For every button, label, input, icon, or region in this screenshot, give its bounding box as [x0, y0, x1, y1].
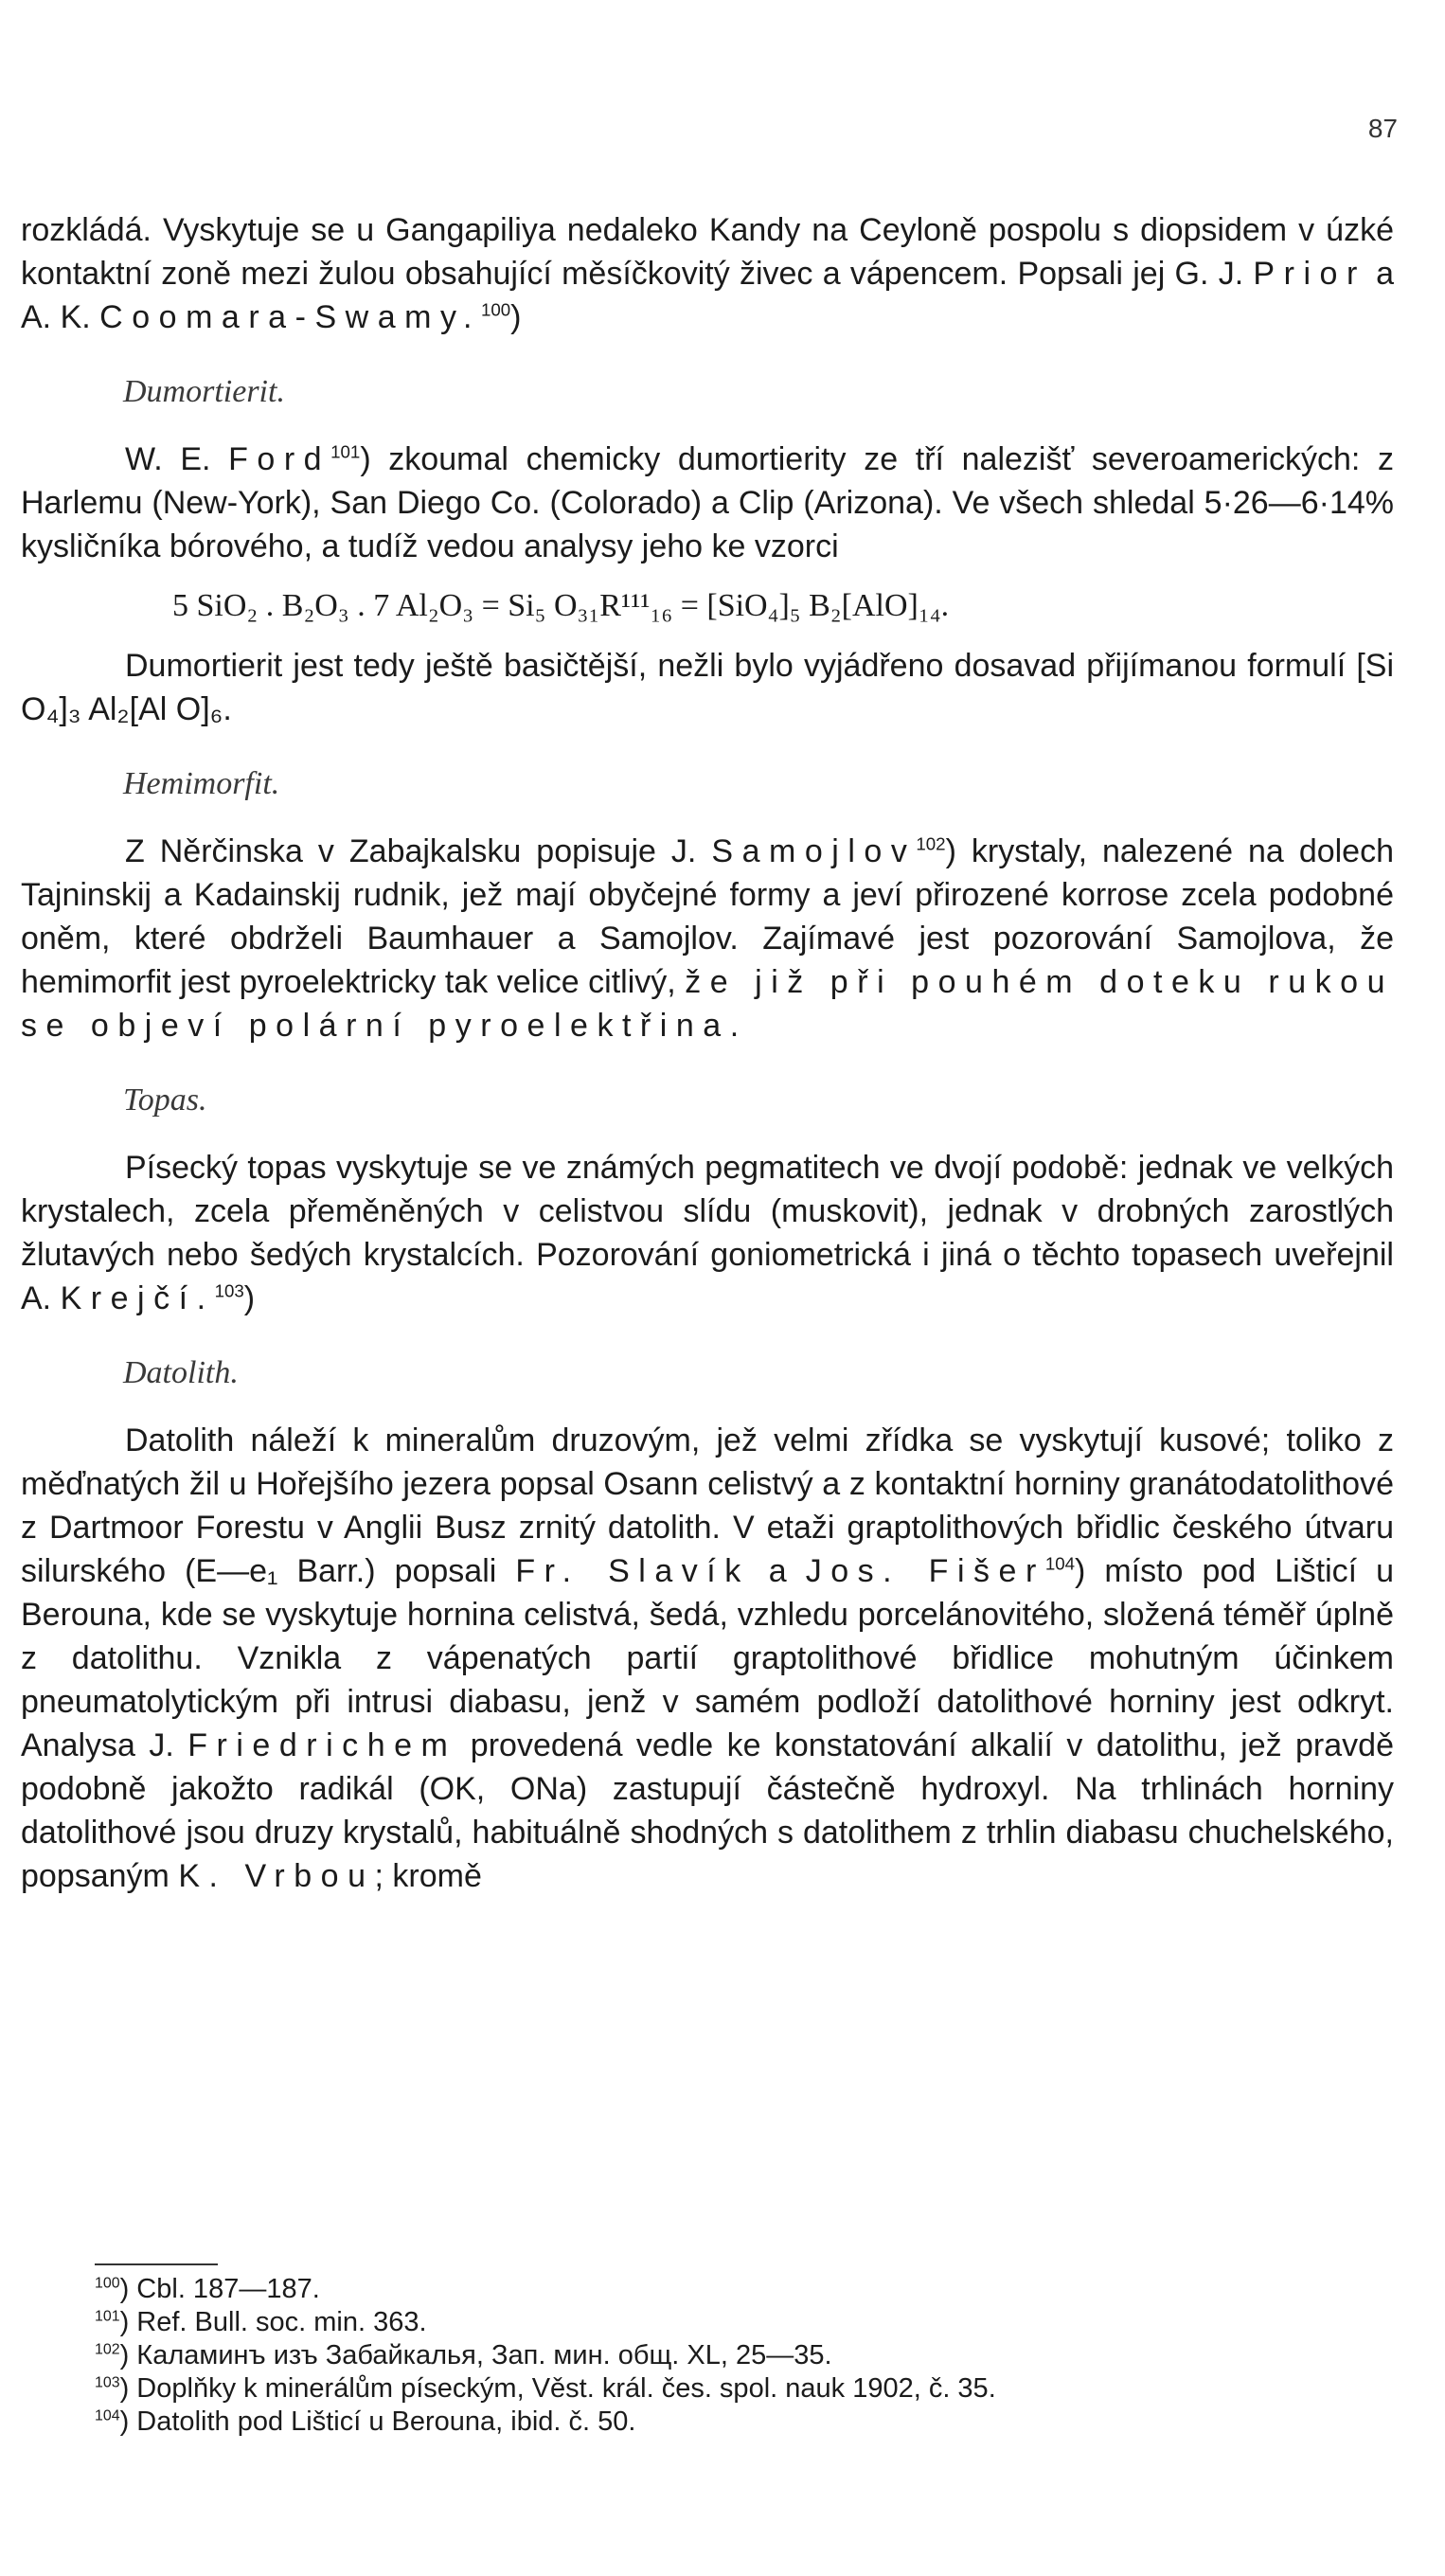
footnote-ref-102: 102 — [916, 833, 946, 854]
hemimorfit-emphasis: že již při pouhém doteku rukou se objeví polární pyroelektřina. — [21, 964, 1395, 1044]
intro-text: rozkládá. Vyskytuje se u Gangapiliya nedaleko Kandy na Ceyloně pospolu s diopsidem v úzké kontaktní zoně mezi žulou obsahující měsíčkovitý živec a vápencem. Popsali jej G. J. — [21, 212, 1394, 292]
dt-and: a — [749, 1553, 806, 1589]
footnote-text: ) Ref. Bull. soc. min. 363. — [119, 2307, 427, 2337]
page-number: 87 — [1367, 114, 1398, 143]
dt-a: Datolith náleží k mineralům druzovým, jež velmi zřídka se vyskytují kusové; toliko z měďnatých žil u Hořejšího jezera popsal Osann celistvý a z kontaktní horniny granátodatolithové z Dartmoor Forestu v Anglii Busz zrnitý datolith. V etaži graptolithových břidlic českého útvaru silurského (E—e₁ Barr.) popsali — [21, 1422, 1394, 1589]
paragraph-topas — [21, 1146, 1394, 1320]
footnote-item — [95, 2372, 1231, 2406]
dt-d: ; kromě — [374, 1858, 482, 1894]
section-title-datolith: Datolith. — [123, 1355, 239, 1390]
paragraph-dumortierit-2: Dumortierit jest tedy ještě basičtější, nežli bylo vyjádřeno dosavad přijímanou formulí [Si O₄]₃ Al₂[Al O]₆. — [21, 648, 1394, 727]
footnote-number: 101 — [95, 2308, 120, 2325]
author-ford: Ford — [228, 441, 331, 477]
footnote-item — [95, 2306, 1231, 2339]
t1-text: Písecký topas vyskytuje se ve známých pegmatitech ve dvojí podobě: jednak ve velkých krystalech, zcela přeměněných v celistvou slídu (muskovit), jednak v drobných zarostlých žlutavých nebo šedých krystalcích. Pozorování goniometrická i jiná o těchto topasech uveřejnil A. — [21, 1150, 1394, 1316]
section-title-topas: Topas. — [123, 1082, 207, 1118]
footnote-text: ) Doplňky k minerálům píseckým, Věst. král. čes. spol. nauk 1902, č. 35. — [119, 2373, 996, 2404]
intro-and: a A. K. — [21, 256, 1394, 335]
dt-b: ) místo pod Lišticí u Berouna, kde se vyskytuje hornina celistvá, šedá, vzhledu porcelánovitého, složená téměř úplně z datolithu. Vznikla z vápenatých partií graptolithové břidlice mohutným účinkem pneumatolytickým při intrusi diabasu, jenž v samém podloží datolithové horniny jest odkryt. Analysa J. — [21, 1553, 1394, 1763]
footnote-text: ) Cbl. 187—187. — [119, 2274, 320, 2304]
author-samojlov: Samojlov — [711, 833, 917, 869]
author-slavik: Fr. Slavík — [515, 1553, 750, 1589]
footnote-number: 102 — [95, 2341, 120, 2358]
d1-rest: ) zkoumal chemicky dumortierity ze tří nalezišť severoamerických: z Harlemu (New-York), San Diego Co. (Colorado) a Clip (Arizona). Ve všech shledal 5·26—6·14% kysličníka bórového, a tudíž vedou analysy jeho ke vzorci — [21, 441, 1394, 564]
footnote-ref-101: 101 — [330, 441, 361, 462]
footnote-separator — [95, 2263, 218, 2265]
main-text — [21, 208, 1394, 1898]
t1-end: ) — [243, 1280, 256, 1316]
footnote-ref-100: 100 — [480, 299, 511, 320]
footnote-item — [95, 2406, 1231, 2439]
author-prior: Prior — [1253, 256, 1366, 292]
author-coomara-swamy: Coomara-Swamy. — [99, 299, 481, 335]
paragraph-hemimorfit — [21, 830, 1394, 1047]
author-friedrich: Friedrichem — [187, 1727, 457, 1763]
intro-end: ) — [510, 299, 522, 335]
d1-start: W. E. — [125, 441, 229, 477]
dt-c: provedená vedle ke konstatování alkalií v datolithu, jež pravdě podobně jakožto radikál (OK, ONa) zastupují částečně hydroxyl. Na trhlinách horniny datolithové jsou druzy krystalů, habituálně shodných s datolithem z trhlin diabasu chuchelského, popsaným — [21, 1727, 1394, 1894]
h1-start: Z Něrčinska v Zabajkalsku popisuje J. — [125, 833, 712, 869]
footnote-ref-104: 104 — [1044, 1553, 1075, 1574]
author-fiser: Jos. Fišer — [805, 1553, 1045, 1589]
h1-mid: ) krystaly, nalezené na dolech Tajninskij a Kadainskij rudnik, jež mají obyčejné formy a jeví přirozené korrose zcela podobné oněm, které obdrželi Baumhauer a Samojlov. Zajímavé jest pozorování Samojlova, že hemimorfit jest pyroelektricky tak velice citlivý, — [21, 833, 1395, 1000]
paragraph-datolith — [21, 1419, 1394, 1898]
paragraph-intro — [21, 208, 1394, 339]
footnotes — [95, 2273, 1231, 2439]
formula: 5 SiO₂ . B₂O₃ . 7 Al₂O₃ = Si₅ O₃₁R¹¹¹₁₆ = [SiO₄]₅ B₂[AlO]₁₄. — [172, 588, 950, 623]
footnote-number: 100 — [95, 2275, 120, 2292]
footnote-text: ) Datolith pod Lišticí u Berouna, ibid. č. 50. — [119, 2406, 636, 2437]
footnote-number: 103 — [95, 2374, 120, 2391]
footnote-text: ) Каламинъ изъ Забайкалья, Зап. мин. общ. XL, 25—35. — [119, 2340, 832, 2370]
section-title-dumortierit: Dumortierit. — [123, 374, 285, 409]
paragraph-dumortierit-1 — [21, 438, 1394, 568]
author-krejci: Krejčí. — [60, 1280, 215, 1316]
footnote-ref-103: 103 — [214, 1280, 244, 1301]
section-title-hemimorfit: Hemimorfit. — [123, 766, 280, 801]
author-vrba: K. Vrbou — [178, 1858, 375, 1894]
footnote-item — [95, 2273, 1231, 2306]
footnote-item — [95, 2339, 1231, 2372]
footnote-number: 104 — [95, 2407, 120, 2424]
